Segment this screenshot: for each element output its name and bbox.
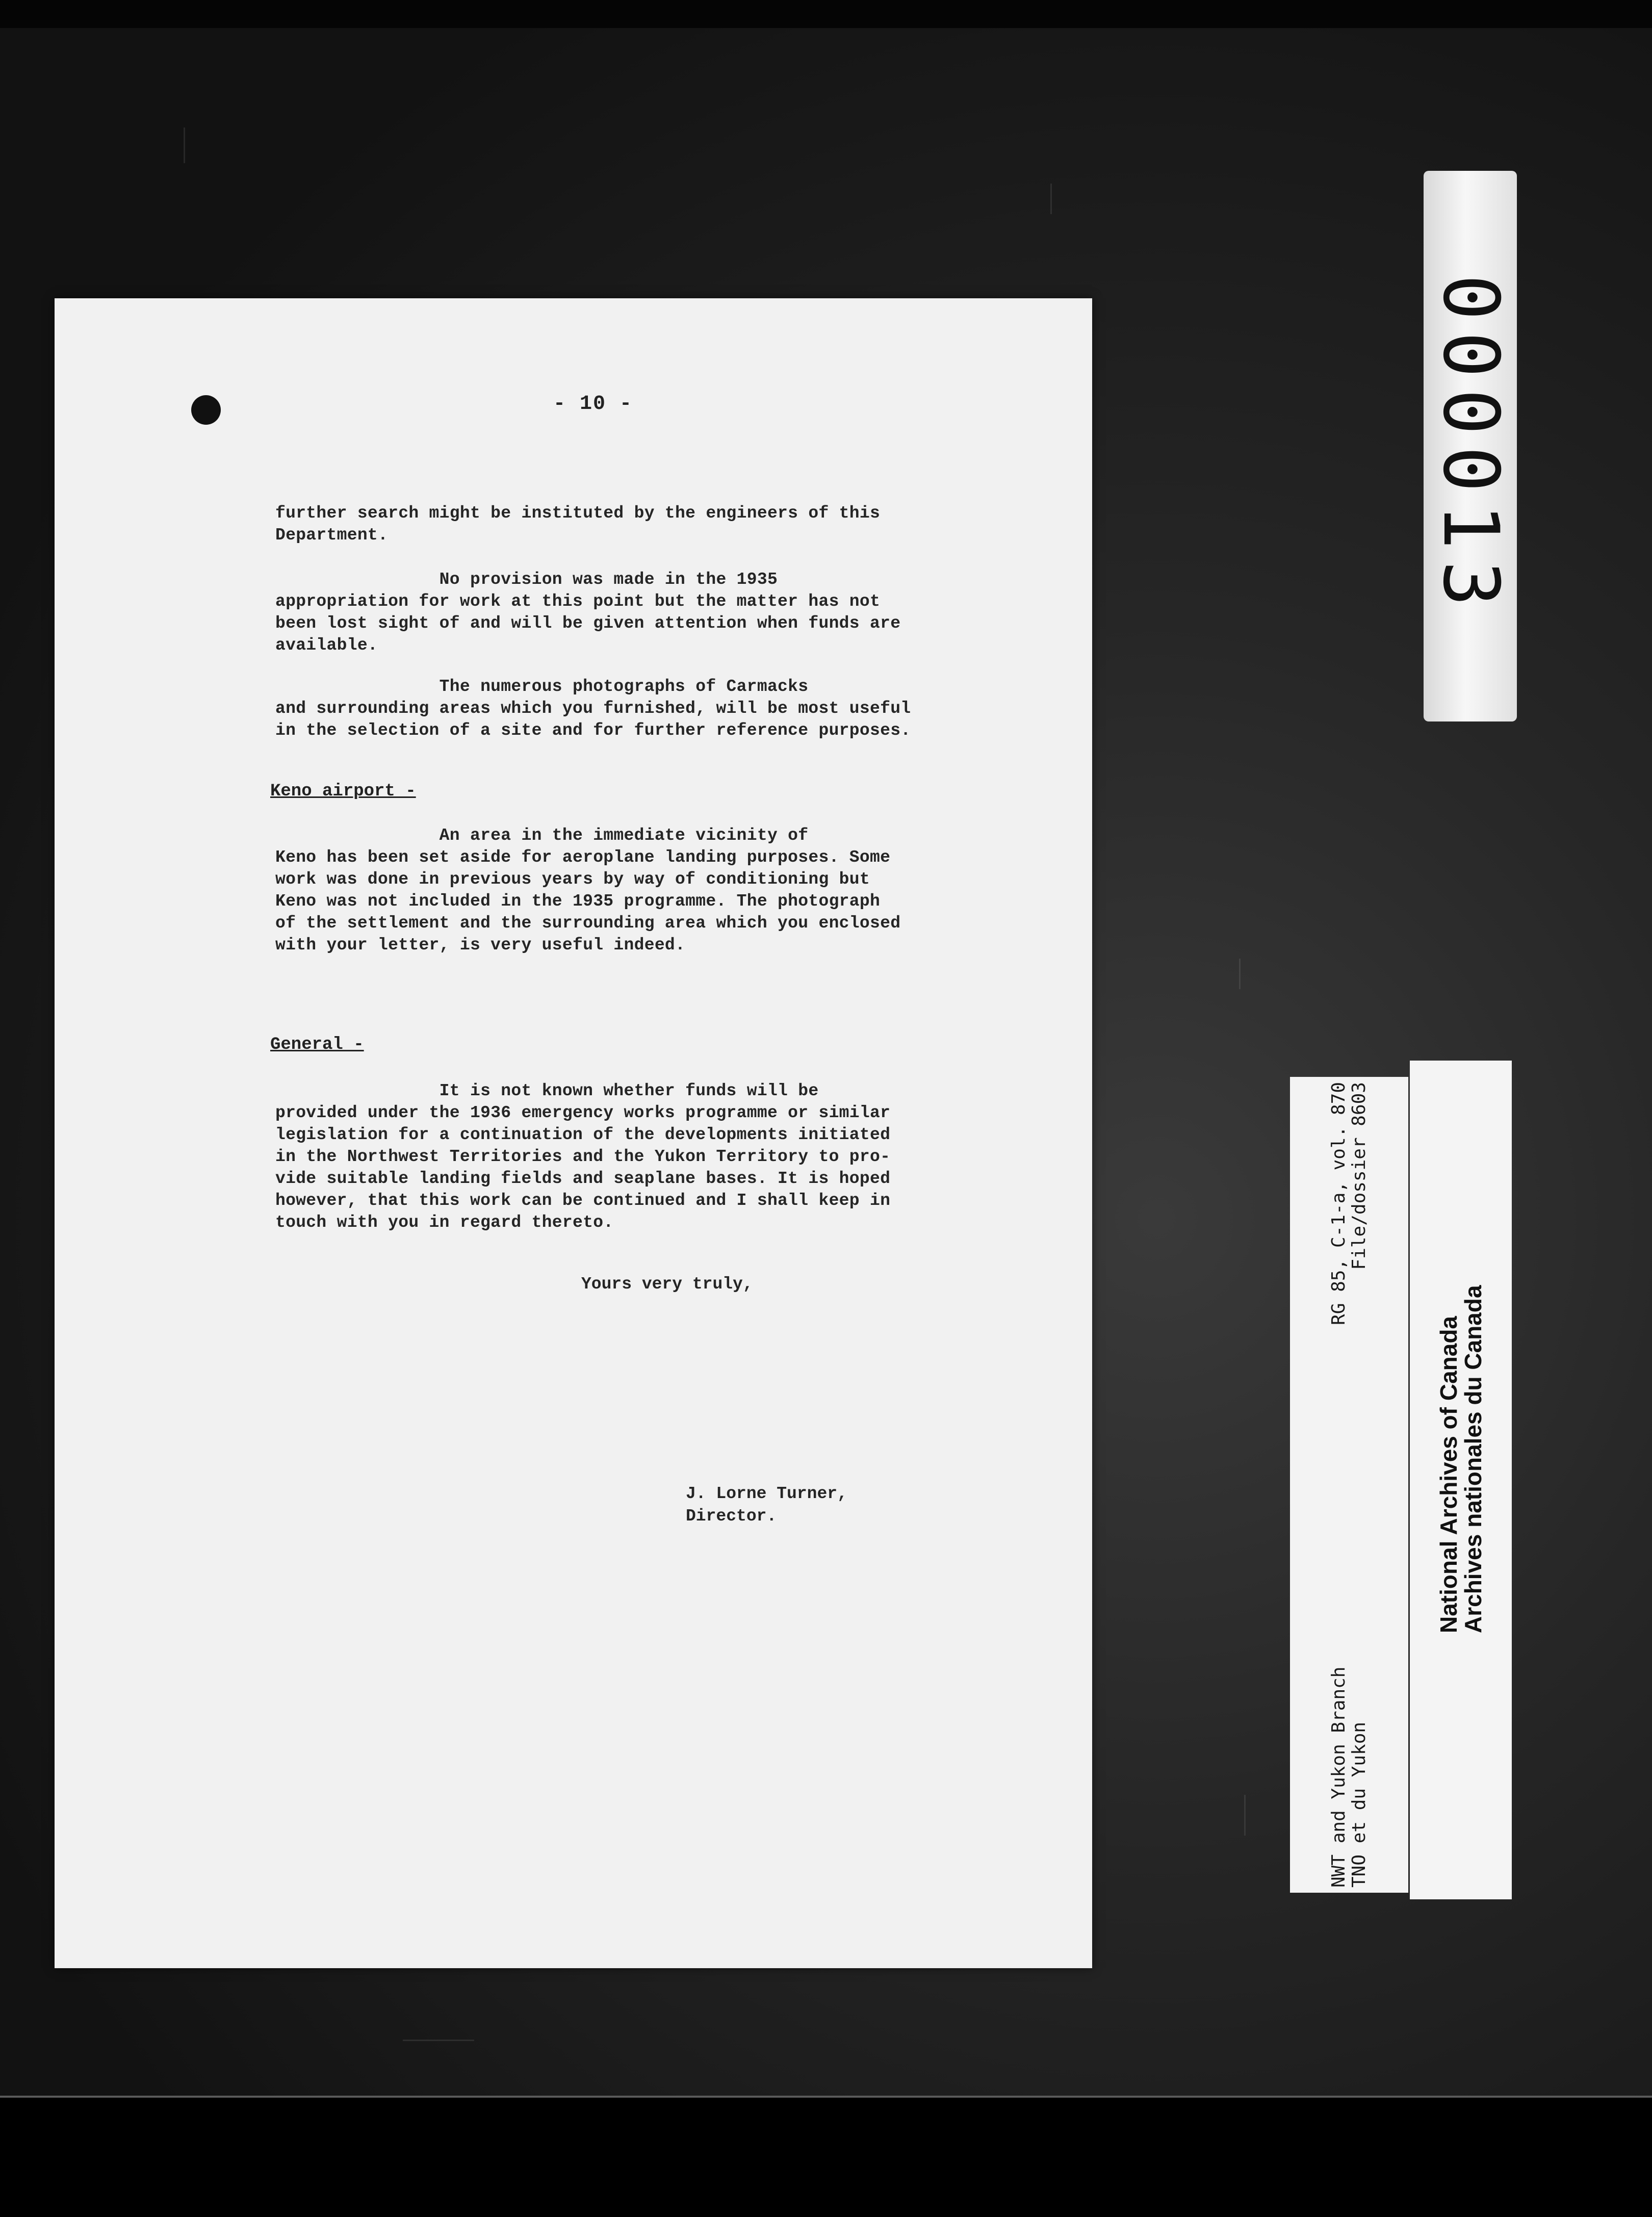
archives-name-fr: Archives nationales du Canada [1460,1284,1486,1633]
letter-closing: Yours very truly, [581,1275,753,1294]
film-scratch [1239,959,1241,989]
frame-counter [1424,171,1517,721]
punch-hole [191,395,221,425]
archives-name-en: National Archives of Canada [1435,1316,1462,1633]
film-scratch [184,127,185,163]
letter-paragraph: It is not known whether funds will be provided under the 1936 emergency works programme or similar legislation for a continuation of the developments initiated in the Northwest Territories and the Yukon Territory to pro- vide suitable landing fields and seaplane bases. It is hoped however, that this work can be continued and I shall keep in touch with you in regard thereto. [275,1081,891,1232]
record-group-volume: RG 85, C-1-a, vol. 870 [1328,1082,1349,1325]
film-top-edge [0,0,1652,28]
film-bottom-edge [0,2096,1652,2217]
archives-brand-text [1436,1072,1485,1888]
section-heading-general: General - [270,1035,364,1054]
signature-name: J. Lorne Turner, [686,1484,847,1503]
section-heading-keno-airport: Keno airport - [270,782,416,801]
branch-name-fr: TNO et du Yukon [1349,1721,1370,1888]
signature-title: Director. [686,1507,777,1526]
branch-name-en: NWT and Yukon Branch [1328,1666,1349,1888]
film-scratch [1244,1795,1246,1836]
signature-block [686,1483,847,1528]
archives-brand-strip [1410,1061,1512,1899]
letter-paragraph: An area in the immediate vicinity of Keno has been set aside for aeroplane landing purposes. Some work was done in previous years by way of conditioning but Keno was not included in the 1935 programme. The photograph of the settlement and the surrounding area which you enclosed with your letter, is very useful indeed. [275,826,901,955]
film-scratch [1050,184,1052,214]
film-scratch [403,2040,474,2041]
archive-reference-label [1290,1077,1408,1893]
archive-label-row [1329,1082,1349,1888]
archive-label-row [1349,1082,1370,1888]
letter-paragraph: further search might be instituted by the engineers of this Department. [275,504,881,545]
page-number: - 10 - [553,393,633,416]
letter-paragraph: The numerous photographs of Carmacks and surrounding areas which you furnished, will be most useful in the selection of a site and for further reference purposes. [275,677,911,740]
frame-counter-digits: 000013 [1426,274,1515,618]
archive-reference-text [1329,1082,1370,1888]
file-dossier-number: File/dossier 8603 [1349,1082,1370,1270]
letter-paragraph: No provision was made in the 1935 appropriation for work at this point but the matter has not been lost sight of and will be given attention when funds are available. [275,570,901,655]
